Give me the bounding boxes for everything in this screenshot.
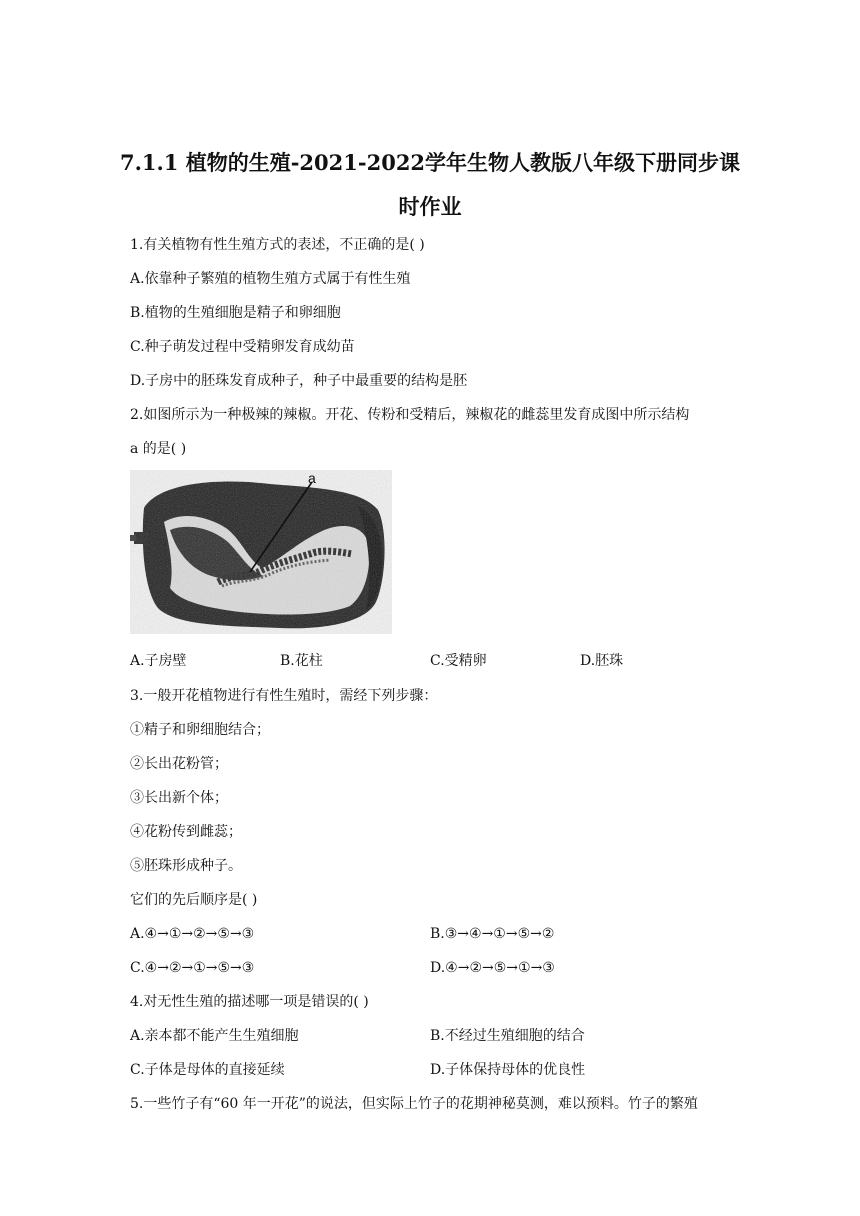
- q3-step-5: ⑤胚珠形成种子。: [130, 858, 242, 874]
- q3-ask: 它们的先后顺序是( ): [130, 892, 258, 908]
- q2-stem-line-2: a 的是( ): [130, 441, 187, 457]
- q4-option-d: D.子体保持母体的优良性: [430, 1062, 586, 1078]
- q4-option-a: A.亲本都不能产生生殖细胞: [130, 1028, 299, 1044]
- q2-option-d: D.胚珠: [580, 653, 624, 669]
- q3-step-3: ③长出新个体；: [130, 790, 228, 806]
- q3-step-2: ②长出花粉管；: [130, 756, 228, 772]
- q4-option-c: C.子体是母体的直接延续: [130, 1062, 285, 1078]
- q1-option-d: D.子房中的胚珠发育成种子，种子中最重要的结构是胚: [130, 373, 468, 389]
- q1-option-c: C.种子萌发过程中受精卵发育成幼苗: [130, 339, 355, 355]
- q3-step-1: ①精子和卵细胞结合；: [130, 722, 270, 738]
- q2-option-c: C.受精卵: [430, 653, 487, 669]
- q3-option-c: C.④→②→①→⑤→③: [130, 960, 255, 976]
- q3-option-d: D.④→②→⑤→①→③: [430, 960, 555, 976]
- q1-option-a: A.依靠种子繁殖的植物生殖方式属于有性生殖: [130, 271, 411, 287]
- q3-option-b: B.③→④→①→⑤→②: [430, 926, 555, 942]
- q2-stem-line-1: 2.如图所示为一种极辣的辣椒。开花、传粉和受精后，辣椒花的雌蕊里发育成图中所示结构: [130, 407, 690, 423]
- q2-option-a: A.子房壁: [130, 653, 187, 669]
- figure-label-a: a: [308, 470, 316, 486]
- q2-option-b: B.花柱: [280, 653, 323, 669]
- q3-option-a: A.④→①→②→⑤→③: [130, 926, 255, 942]
- title-line-1: 7.1.1 植物的生殖-2021-2022学年生物人教版八年级下册同步课: [119, 150, 741, 175]
- q5-stem: 5.一些竹子有“60 年一开花”的说法，但实际上竹子的花期神秘莫测，难以预料。竹子的繁殖: [130, 1096, 698, 1112]
- title-line-2: 时作业: [398, 194, 462, 219]
- q1-option-b: B.植物的生殖细胞是精子和卵细胞: [130, 305, 341, 321]
- q1-stem: 1.有关植物有性生殖方式的表述，不正确的是( ): [130, 237, 425, 253]
- q4-stem: 4.对无性生殖的描述哪一项是错误的( ): [130, 994, 369, 1010]
- q3-stem: 3.一般开花植物进行有性生殖时，需经下列步骤：: [130, 688, 438, 704]
- q4-option-b: B.不经过生殖细胞的结合: [430, 1028, 585, 1044]
- pepper-cross-section-figure: [130, 470, 392, 634]
- q3-step-4: ④花粉传到雌蕊；: [130, 824, 242, 840]
